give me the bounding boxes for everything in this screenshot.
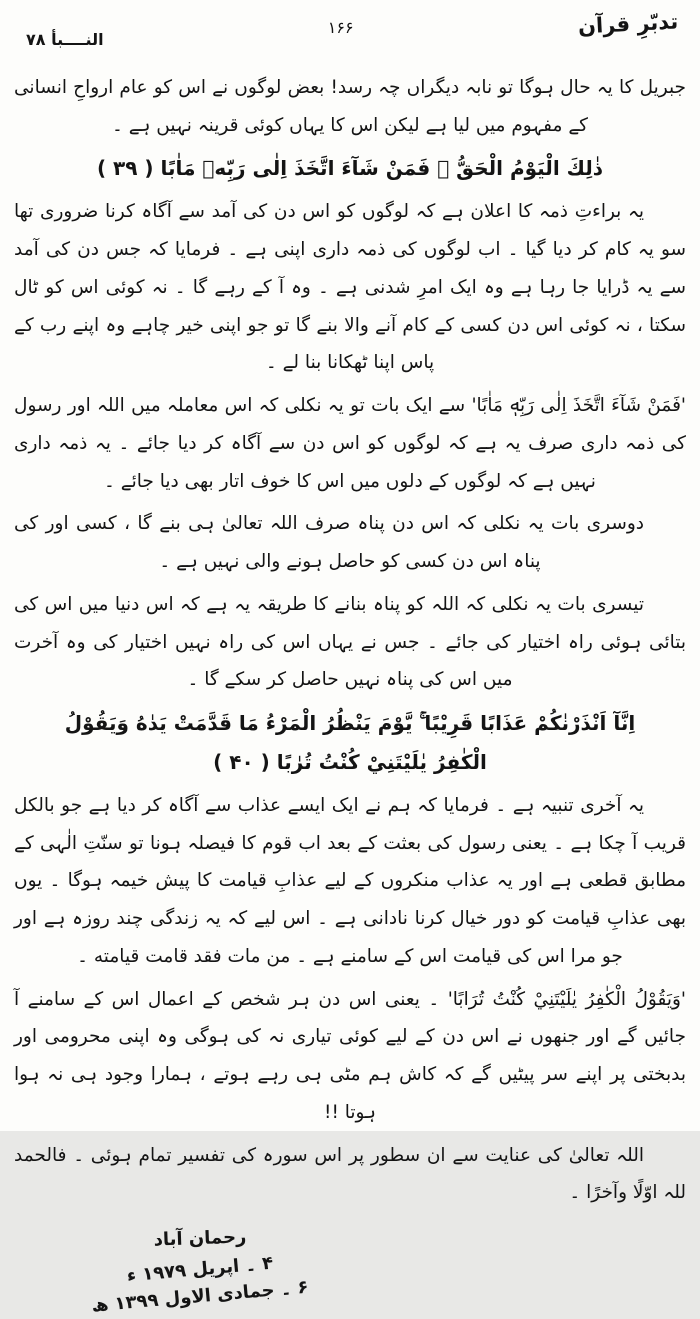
page-header [0,0,700,52]
quran-verse-78-39: ذٰلِكَ الْيَوْمُ الْحَقُّ ۚ فَمَنْ شَآءَ اتَّخَذَ اِلٰى رَبِّهٖ مَاٰبًا ( ۳۹ ) [96,156,604,181]
paragraph-jibril-continuation: جبریل کا یہ حال ہوگا تو نابہ دیگراں چہ رسد! بعض لوگوں نے اس کو عام ارواحِ انسانی کے مفہوم میں لیا ہے لیکن اس کا یہاں کوئی قرینہ نہیں ہے ۔ [14,77,686,136]
quran-verse-78-40: اِنَّآ اَنْذَرْنٰكُمْ عَذَابًا قَرِيْبًا ۚ يَّوْمَ يَنْظُرُ الْمَرْءُ مَا قَدَّمَتْ يَدٰهُ وَيَقُوْلُ الْكٰفِرُ يٰلَيْتَنِيْ كُنْتُ تُرٰبًا ( ۴۰ ) [64,711,636,775]
paragraph-final-warning: یہ آخری تنبیہ ہے ۔ فرمایا کہ ہم نے ایک ایسے عذاب سے آگاہ کر دیا ہے جو بالکل قریب آ چکا ہے ۔ یعنی رسول کی بعثت کے بعد اب قوم کا فیصلہ ہونا تو سنّتِ الٰہی کے مطابق قطعی ہے اور یہ عذاب منکروں کے لیے عذابِ قیامت کا پیش خیمہ ہوگا ۔ یوں بھی عذابِ قیامت کو دور خیال کرنا نادانی ہے ۔ اس لیے کہ یہ زندگی چند روزہ ہے اور جو مرا اس کی قیامت اس کے سامنے ہے ۔ من مات فقد قامت قیامته ۔ [14,795,686,967]
header-book-title: تدبّرِ قرآن [577,9,679,39]
colophon-date-hijri: ۶ ۔ جمادی الاول ۱۳۹۹ ھ [90,1276,310,1317]
paragraph-tafsir-completion: اللہ تعالیٰ کی عنایت سے ان سطور پر اس سورہ کی تفسیر تمام ہوئی ۔ فالحمد للہ اوّلًا وآخرًا ۔ [14,1144,686,1204]
header-page-number: ۱۶۶ [327,18,354,37]
paragraph-kafir-wish: 'وَيَقُوْلُ الْكٰفِرُ يٰلَيْتَنِيْ كُنْتُ تُرَابًا' ۔ یعنی اس دن ہر شخص کے اعمال اس کے سامنے آ جائیں گے اور جنھوں نے اس دن کے لیے کوئی تیاری نہ کی ہوگی وہ اپنی محرومی اور بدبختی پر اپنے سر پیٹیں گے کہ کاش ہم مٹی ہی رہے ہوتے ، ہمارا وجود ہی نہ ہوا ہوتا !! [14,988,686,1123]
paragraph-first-point: 'فَمَنْ شَآءَ اتَّخَذَ اِلٰى رَبِّهٖ مَاٰبًا' سے ایک بات تو یہ نکلی کہ اس معاملہ میں اللہ اور رسول کی ذمہ داری صرف یہ ہے کہ لوگوں کو اس دن سے آگاہ کر دیا جائے ۔ یہ ذمہ داری نہیں ہے کہ لوگوں کے دلوں میں اس کا خوف اتار بھی دیا جائے ۔ [14,395,686,492]
paragraph-third-point: تیسری بات یہ نکلی کہ اللہ کو پناہ بنانے کا طریقہ یہ ہے کہ اس دنیا میں اس کی بتائی ہوئی راہ اختیار کی جائے ۔ جس نے یہاں اس کی راہ نہیں اختیار کی وہ آخرت میں اس کی پناہ نہیں حاصل کر سکے گا ۔ [14,593,686,691]
colophon-date-gregorian: ۴ ۔ اپریل ۱۹۷۹ ء [125,1252,274,1287]
page-body [0,52,700,1212]
colophon-place: رحمان آباد [153,1226,247,1251]
colophon [60,1226,340,1317]
header-surah-ref: النــــبأ ۷۸ [26,30,104,49]
paragraph-baraat-zimma: یہ براءتِ ذمہ کا اعلان ہے کہ لوگوں کو اس دن کی آمد سے آگاہ کرنا ضروری تھا سو یہ کام کر دیا گیا ۔ اب لوگوں کی ذمہ داری اپنی ہے ۔ فرمایا کہ جس دن کی آمد سے یہ ڈرایا جا رہا ہے وہ ایک امرِ شدنی ہے ۔ وہ آ کے رہے گا ۔ نہ کوئی اس کو ٹال سکتا ، نہ کوئی اس دن کسی کے کام آنے والا بنے گا تو جو اپنی خیر چاہے وہ اپنے رب کے پاس اپنا ٹھکانا بنا لے ۔ [14,201,686,374]
paragraph-second-point: دوسری بات یہ نکلی کہ اس دن پناہ صرف اللہ تعالیٰ ہی بنے گا ، کسی اور کی پناہ اس دن کسی کو حاصل ہونے والی نہیں ہے ۔ [14,513,644,573]
